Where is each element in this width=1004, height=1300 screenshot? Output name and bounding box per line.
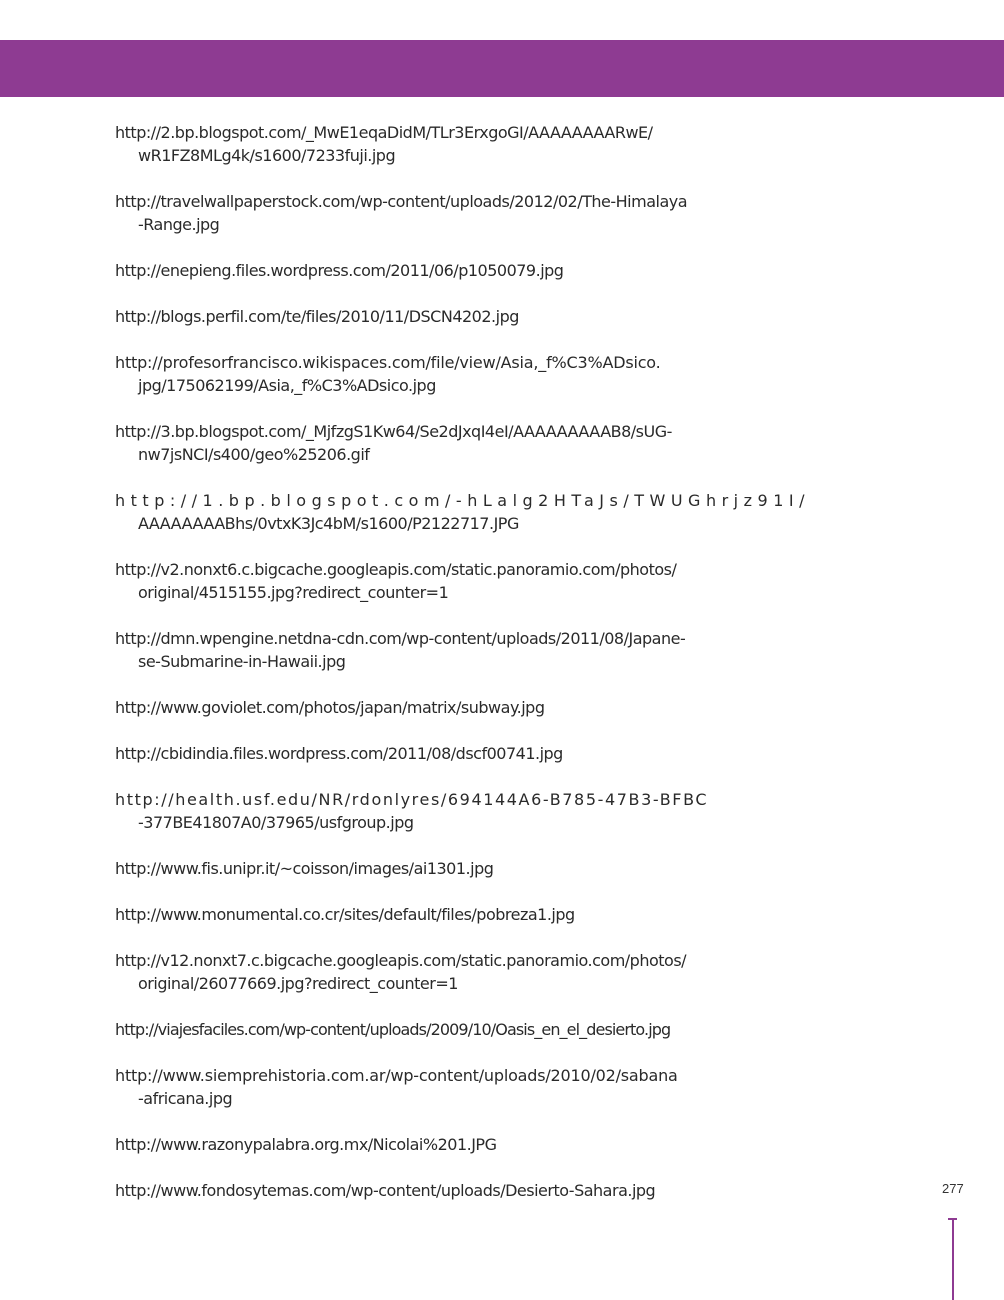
- reference-url-line1: http://blogs.perfil.com/te/files/2010/11/DSCN4202.jpg: [115, 307, 519, 326]
- page-number: 277: [942, 1181, 964, 1196]
- reference-url-line2: AAAAAAAABhs/0vtxK3Jc4bM/s1600/P2122717.JPG: [138, 514, 519, 533]
- reference-url-line2: original/26077669.jpg?redirect_counter=1: [138, 974, 458, 993]
- reference-url-line2: -377BE41807A0/37965/usfgroup.jpg: [138, 813, 414, 832]
- reference-entry: [115, 742, 563, 765]
- reference-entry: [115, 190, 687, 236]
- reference-url-line1: http://v12.nonxt7.c.bigcache.googleapis.com/static.panoramio.com/photos/: [115, 951, 687, 970]
- reference-url-line1: http://dmn.wpengine.netdna-cdn.com/wp-content/uploads/2011/08/Japane-: [115, 629, 686, 648]
- reference-url-line1: http://3.bp.blogspot.com/_MjfzgS1Kw64/Se2dJxqI4eI/AAAAAAAAAB8/sUG-: [115, 422, 672, 441]
- reference-entry: [115, 1018, 670, 1041]
- reference-url-line1: http://health.usf.edu/NR/rdonlyres/694144A6-B785-47B3-BFBC: [115, 790, 709, 809]
- reference-entry: [115, 788, 708, 834]
- reference-url-line1: http://1.bp.blogspot.com/-hLalg2HTaJs/TWUGhrjz91I/: [115, 491, 810, 510]
- reference-entry: [115, 489, 810, 535]
- reference-url-line1: http://viajesfaciles.com/wp-content/uploads/2009/10/Oasis_en_el_desierto.jpg: [115, 1020, 671, 1039]
- reference-url-line1: http://profesorfrancisco.wikispaces.com/file/view/Asia,_f%C3%ADsico.: [115, 353, 661, 372]
- reference-url-line1: http://enepieng.files.wordpress.com/2011/06/p1050079.jpg: [115, 261, 564, 280]
- reference-url-line1: http://cbidindia.files.wordpress.com/2011/08/dscf00741.jpg: [115, 744, 563, 763]
- header-band: [0, 40, 1004, 97]
- reference-entry: [115, 857, 493, 880]
- reference-url-line1: http://www.siemprehistoria.com.ar/wp-content/uploads/2010/02/sabana: [115, 1066, 678, 1085]
- reference-entry: [115, 949, 686, 995]
- page-marker-line: [952, 1218, 954, 1300]
- reference-url-line1: http://www.razonypalabra.org.mx/Nicolai%201.JPG: [115, 1135, 497, 1154]
- reference-url-line1: http://2.bp.blogspot.com/_MwE1eqaDidM/TLr3ErxgoGI/AAAAAAAARwE/: [115, 123, 653, 142]
- reference-entry: [115, 558, 676, 604]
- reference-url-line2: -Range.jpg: [138, 215, 220, 234]
- reference-entry: [115, 305, 519, 328]
- reference-entry: [115, 121, 653, 167]
- reference-entry: [115, 696, 544, 719]
- reference-entry: [115, 351, 661, 397]
- reference-entry: [115, 420, 672, 466]
- reference-url-line1: http://www.fondosytemas.com/wp-content/uploads/Desierto-Sahara.jpg: [115, 1181, 656, 1200]
- reference-url-line1: http://travelwallpaperstock.com/wp-content/uploads/2012/02/The-Himalaya: [115, 192, 688, 211]
- reference-entry: [115, 1179, 655, 1202]
- reference-url-line1: http://www.goviolet.com/photos/japan/matrix/subway.jpg: [115, 698, 545, 717]
- reference-url-line2: jpg/175062199/Asia,_f%C3%ADsico.jpg: [138, 376, 436, 395]
- reference-url-line2: -africana.jpg: [138, 1089, 233, 1108]
- reference-url-line2: nw7jsNCI/s400/geo%25206.gif: [138, 445, 370, 464]
- reference-entry: [115, 903, 575, 926]
- reference-entry: [115, 1064, 678, 1110]
- reference-url-line1: http://v2.nonxt6.c.bigcache.googleapis.com/static.panoramio.com/photos/: [115, 560, 677, 579]
- reference-entry: [115, 259, 563, 282]
- reference-url-line2: wR1FZ8MLg4k/s1600/7233fuji.jpg: [138, 146, 396, 165]
- reference-url-line2: se-Submarine-in-Hawaii.jpg: [138, 652, 346, 671]
- reference-entry: [115, 627, 685, 673]
- reference-url-line1: http://www.monumental.co.cr/sites/default/files/pobreza1.jpg: [115, 905, 575, 924]
- reference-url-line2: original/4515155.jpg?redirect_counter=1: [138, 583, 449, 602]
- reference-url-line1: http://www.fis.unipr.it/~coisson/images/ai1301.jpg: [115, 859, 494, 878]
- reference-entry: [115, 1133, 496, 1156]
